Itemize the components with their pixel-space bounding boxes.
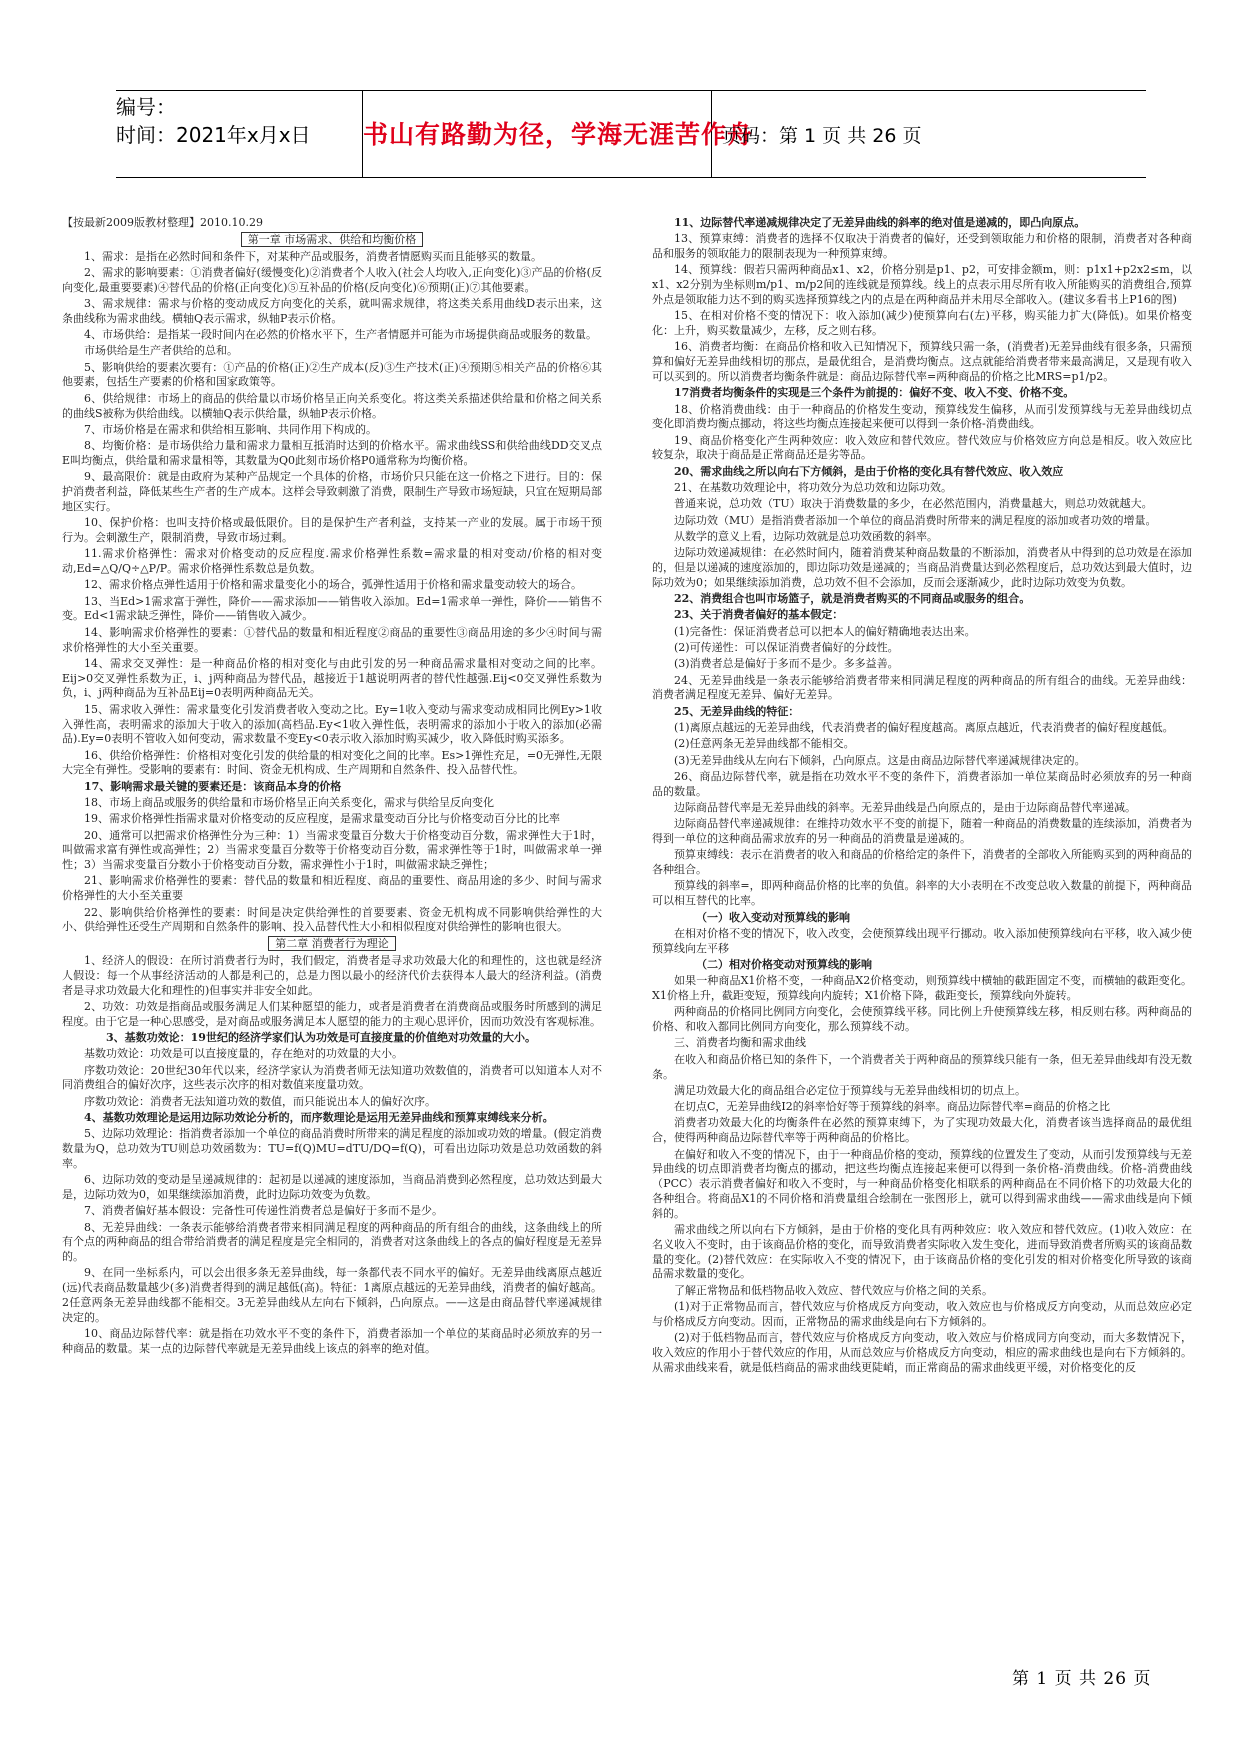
paragraph: (1)离原点越远的无差异曲线，代表消费者的偏好程度越高。离原点越近，代表消费者的偏好程度越低。 (674, 721, 1174, 734)
paragraph: 15、需求收入弹性：需求量变化引发消费者收入变动之比。Ey=1收入变动与需求变动成相同比例Ey>1收入弹性高，表明需求的添加大于收入的添加(高档品.Ey<1收入弹性低，表明需求的添加小于收入的添加(必需品).Ey=0表明不管收入如何变动，需求数量不变Ey<0表示收入添加时购买减少，收入降低时购买添多。 (62, 702, 602, 746)
paragraph: 10、商品边际替代率：就是指在功效水平不变的条件下，消费者添加一个单位的某商品时必须放弃的另一种商品的数量。某一点的边际替代率就是无差异曲线上该点的斜率的绝对值。 (62, 1327, 602, 1355)
paragraph: （二）相对价格变动对预算线的影响 (696, 957, 872, 971)
paragraph: 14、需求交叉弹性：是一种商品价格的相对变化与由此引发的另一种商品需求量相对变动之间的比率。Eij>0交叉弹性系数为正，i、j两种商品为替代品，越接近于1越说明两者的替代性越强.Eij<0交叉弹性系数为负，i、j两种商品为互补品Eij=0表明两种商品无关。 (62, 656, 602, 700)
paragraph: 14、预算线：假若只需两种商品x1、x2，价格分别是p1、p2，可安排金额m，则：p1x1+p2x2≤m，以x1、x2分别为坐标则m/p1、m/p2间的连线就是预算线。线上的点表示用尽所有收入所能购买的消费组合,预算外点是领取能力达不到的购买选择预算线之内的点是在两种商品并未用尽全部收入。(建议多看书上P16的图) (652, 263, 1192, 306)
chapter-heading (62, 937, 602, 952)
paragraph: 在切点C，无差异曲线I2的斜率恰好等于预算线的斜率。商品边际替代率=商品的价格之比 (674, 1100, 1110, 1114)
paragraph: 4、市场供给：是指某一段时间内在必然的价格水平下，生产者情愿并可能为市场提供商品或服务的数量。 (84, 328, 597, 342)
paragraph: 6、供给规律：市场上的商品的供给量以市场价格呈正向关系变化。将这类关系描述供给量和价格之间关系的曲线S被称为供给曲线。以横轴Q表示供给量，纵轴P表示价格。 (62, 391, 602, 420)
paragraph: 序数功效论：20世纪30年代以来，经济学家认为消费者师无法知道功效数值的，消费者可以知道本人对不同消费组合的偏好次序，这些表示次序的相对数值来度量功效。 (62, 1063, 602, 1092)
paragraph: 15、在相对价格不变的情况下：收入添加(减少)使预算向右(左)平移，购买能力扩大(降低)。如果价格变化：上升，购买数量减少，左移，反之则右移。 (652, 309, 1192, 338)
paragraph: 22、影响供给价格弹性的要素：时间是决定供给弹性的首要要素、资金无机构成不同影响供给弹性的大小、供给弹性还受生产周期和自然条件的影响、投入品替代性大小和相似程度对供给弹性的影响也很大。 (62, 905, 602, 934)
paragraph: 从数学的意义上看，边际功效就是总功效函数的斜率。 (674, 529, 938, 543)
paragraph: 【按最新2009版教材整理】2010.10.29 (62, 216, 263, 229)
paragraph: (3)消费者总是偏好于多而不是少。多多益善。 (674, 657, 899, 671)
paragraph: 边际功效递减规律：在必然时间内，随着消费某种商品数量的不断添加，消费者从中得到的总功效是在添加的，但是以递减的速度添加的，即边际功效是递减的；当商品消费量达到必然程度后，总功效达到最大值时，边际功效为0；如果继续添加消费，总功效不但不会添加，反而会逐渐减少，此时边际功效变为负数。 (652, 546, 1192, 589)
right-text-column (652, 216, 1192, 1616)
header-motto: 书山有路勤为径，学海无涯苦作舟 (363, 120, 754, 149)
paragraph: 5、边际功效理论：指消费者添加一个单位的商品消费时所带来的满足程度的添加或功效的增量。(假定消费数量为Q，总功效为TU则总功效函数为：TU=f(Q)MU=dTU/DQ=f(Q)，可看出边际功效是总功效函数的斜率。 (62, 1127, 602, 1170)
paragraph: 边际功效（MU）是指消费者添加一个单位的商品消费时所带来的满足程度的添加或者功效的增量。 (674, 513, 1157, 527)
paragraph: (2)对于低档物品而言，替代效应与价格成反方向变动，收入效应与价格成同方向变动，而大多数情况下，收入效应的作用小于替代效应的作用，从而总效应与价格成反方向变动，相应的需求曲线也是向右下方倾斜的。从需求曲线来看，就是低档商品的需求曲线更陡峭，而正常商品的需求曲线更平缓，对价格变化的反 (652, 1331, 1192, 1374)
paragraph: 预算束缚线：表示在消费者的收入和商品的价格给定的条件下，消费者的全部收入所能购买到的两种商品的各种组合。 (652, 848, 1192, 877)
paragraph: 20、需求曲线之所以向右下方倾斜，是由于价格的变化具有替代效应、收入效应 (674, 464, 1064, 478)
paragraph: 11.需求价格弹性：需求对价格变动的反应程度.需求价格弹性系数=需求量的相对变动/价格的相对变动,Ed=△Q/Q÷△P/P。需求价格弹性系数总是负数。 (62, 547, 602, 576)
paragraph: 1、需求：是指在必然时间和条件下，对某种产品或服务，消费者情愿购买而且能够买的数量。 (84, 249, 542, 263)
paragraph: 17消费者均衡条件的实现是三个条件为前提的：偏好不变、收入不变、价格不变。 (674, 386, 1075, 400)
paragraph: (1)对于正常物品而言，替代效应与价格成反方向变动，收入效应也与价格成反方向变动，从而总效应必定与价格成反方向变动。因而，正常物品的需求曲线是向右下方倾斜的。 (652, 1299, 1192, 1328)
paragraph: 25、无差异曲线的特征： (674, 704, 800, 718)
paragraph: 边际商品替代率递减规律：在维持功效水平不变的前提下，随着一种商品的消费数量的连续添加，消费者为得到一单位的这种商品需求放弃的另一种商品的消费量是递减的。 (652, 817, 1192, 846)
paragraph: 8、无差异曲线：一条表示能够给消费者带来相同满足程度的两种商品的所有组合的曲线，这条曲线上的所有个点的两种商品的组合带给消费者的满足程度是完全相同的，消费者对这条曲线上的各点的偏好程度是无差异的。 (62, 1220, 602, 1264)
header-motto-box (362, 91, 754, 177)
paragraph: 16、供给价格弹性：价格相对变化引发的供给量的相对变化之间的比率。Es>1弹性充足，=0无弹性,无限大完全有弹性。受影响的要素有：时间、资金无机构成、生产周期和自然条件、投入品替代性。 (62, 748, 602, 777)
chapter-heading (62, 233, 602, 248)
paragraph: 1、经济人的假设：在所讨消费者行为时，我们假定，消费者是寻求功效最大化的和理性的，这也就是经济人假设：每一个从事经济活动的人都是利己的，总是力图以最小的经济代价去获得本人最大的经济利益。(消费者是寻求功效最大化和理性的)但事实并非安全如此。 (62, 953, 602, 997)
paragraph: 满足功效最大化的商品组合必定位于预算线与无差异曲线相切的切点上。 (674, 1083, 1026, 1097)
paragraph: 消费者功效最大化的均衡条件在必然的预算束缚下，为了实现功效最大化，消费者该当选择商品的最优组合，使得两种商品边际替代率等于两种商品的价格比。 (652, 1116, 1192, 1145)
paragraph: 普通来说，总功效（TU）取决于消费数量的多少，在必然范围内，消费量越大，则总功效就越大。 (674, 497, 1153, 511)
left-text-column (62, 216, 602, 1616)
paragraph: 20、通常可以把需求价格弹性分为三种：1）当需求变量百分数大于价格变动百分数，需求弹性大于1时，叫做需求富有弹性或高弹性；2）当需求变量百分数等于价格变动百分数，需求弹性等于1时，叫做需求单一弹性；3）当需求变量百分数小于价格变动百分数，需求弹性小于1时，叫做需求缺乏弹性； (62, 828, 602, 872)
paragraph: (1)完备性：保证消费者总可以把本人的偏好精确地表达出来。 (674, 624, 976, 638)
header-meta (116, 91, 362, 179)
document-number-label: 编号： (116, 95, 176, 119)
paragraph: 21、在基数功效理论中，将功效分为总功效和边际功效。 (674, 481, 952, 495)
paragraph: 18、价格消费曲线：由于一种商品的价格发生变动，预算线发生偏移，从而引发预算线与无差异曲线切点变化即消费均衡点挪动，将这些均衡点连接起来便可以得到一条价格-消费曲线。 (652, 402, 1192, 431)
paragraph: 23、关于消费者偏好的基本假定： (674, 608, 844, 622)
paragraph: 18、市场上商品或服务的供给量和市场价格呈正向关系变化，需求与供给呈反向变化 (84, 795, 494, 809)
paragraph: 19、需求价格弹性指需求量对价格变动的反应程度，是需求量变动百分比与价格变动百分比的比率 (84, 812, 560, 826)
paragraph: 9、在同一坐标系内，可以会出很多条无差异曲线，每一条都代表不同水平的偏好。无差异曲线离原点越近(远)代表商品数量越少(多)消费者得到的满足越低(高)。特征：1离原点越远的无差异曲线，消费者的偏好越高。2任意两条无差异曲线都不能相交。3无差异曲线从左向右下倾斜，凸向原点。——这是由商品替代率递减规律决定的。 (62, 1266, 602, 1324)
paragraph: 9、最高限价：就是由政府为某种产品规定一个具体的价格，市场价只只能在这一价格之下进行。目的：保护消费者利益，降低某些生产者的生产成本。这样会导致刺激了消费，限制生产导致市场短缺，只宜在短期局部地区实行。 (62, 470, 602, 513)
page-header (116, 90, 1146, 178)
paragraph: 两种商品的价格同比例同方向变化，会使预算线平移。同比例上升使预算线左移，相反则右移。两种商品的价格、和收入都同比例同方向变化，那么预算线不动。 (652, 1005, 1192, 1034)
paragraph: 在偏好和收入不变的情况下，由于一种商品价格的变动，预算线的位置发生了变动，从而引发预算线与无差异曲线的切点即消费者均衡点的挪动，把这些均衡点连接起来便可以得到一条价格-消费曲线。价格-消费曲线（PCC）表示消费者偏好和收入不变时，与一种商品价格变化相联系的两种商品在不同价格下的功效最大化的各种组合。将商品X1的不同价格和消费量组合绘制在一张图形上，就可以得到需求曲线——需求曲线是向下倾斜的。 (652, 1147, 1192, 1220)
paragraph: 21、影响需求价格弹性的要素：替代品的数量和相近程度、商品的重要性、商品用途的多少、时间与需求价格弹性的大小至关重要 (62, 874, 602, 903)
page-footer: 第 1 页 共 26 页 (1012, 1669, 1152, 1689)
paragraph: 24、无差异曲线是一条表示能够给消费者带来相同满足程度的两种商品的所有组合的曲线。无差异曲线：消费者满足程度无差异、偏好无差异。 (652, 673, 1192, 702)
paragraph: 市场供给是生产者供给的总和。 (84, 344, 238, 358)
paragraph: (2)任意两条无差异曲线都不能相交。 (674, 737, 855, 751)
paragraph: 边际商品替代率是无差异曲线的斜率。无差异曲线是凸向原点的，是由于边际商品替代率递减。 (674, 800, 1136, 814)
paragraph: 3、需求规律：需求与价格的变动成反方向变化的关系，就叫需求规律，将这类关系用曲线D表示出来，这条曲线称为需求曲线。横轴Q表示需求，纵轴P表示价格。 (62, 296, 602, 325)
paragraph: (3)无差异曲线从左向右下倾斜，凸向原点。这是由商品边际替代率递减规律决定的。 (674, 753, 1086, 767)
chapter-heading-text: 第二章 消费者行为理论 (268, 936, 396, 951)
paragraph: 如果一种商品X1价格不变，一种商品X2价格变动，则预算线中横轴的截距固定不变，而横轴的截距变化。X1价格上升，截距变短，预算线向内旋转；X1价格下降，截距变长，预算线向外旋转。 (652, 974, 1192, 1003)
paragraph: 8、均衡价格：是市场供给力量和需求力量相互抵消时达到的价格水平。需求曲线SS和供给曲线DD交叉点E叫均衡点，供给量和需求量相等，其数量为Q0此刻市场价格P0通常称为均衡价格。 (62, 439, 602, 467)
paragraph: 4、基数功效理论是运用边际功效论分析的，而序数理论是运用无差异曲线和预算束缚线来分析。 (84, 1110, 554, 1124)
paragraph: 16、消费者均衡：在商品价格和收入已知情况下，预算线只需一条，(消费者)无差异曲线有很多条，只需预算和偏好无差异曲线相切的那点，是最优组合，是消费均衡点。这点就能给消费者带来最高满足，又是现有收入可以买到的。所以消费者均衡条件就是：商品边际替代率=两种商品的价格之比MRS=p1/p2。 (652, 340, 1192, 383)
header-page-info: 页码：第 1 页 共 26 页 (722, 125, 922, 147)
paragraph: 3、基数功效论：19世纪的经济学家们认为功效是可直接度量的价值绝对功效量的大小。 (106, 1030, 536, 1044)
document-date-label: 时间：2021年x月x日 (116, 123, 311, 147)
paragraph: 13、预算束缚：消费者的选择不仅取决于消费者的偏好，还受到领取能力和价格的限制，消费者对各种商品和服务的领取能力的限制表现为一种预算束缚。 (652, 232, 1192, 261)
paragraph: 7、市场价格是在需求和供给相互影响、共同作用下构成的。 (84, 422, 377, 436)
paragraph: 13、当Ed>1需求富于弹性，降价——需求添加——销售收入添加。Ed=1需求单一弹性，降价——销售不变。Ed<1需求缺乏弹性，降价——销售收入减少。 (62, 594, 602, 623)
paragraph: 12、需求价格点弹性适用于价格和需求量变化小的场合，弧弹性适用于价格和需求量变动较大的场合。 (84, 578, 582, 592)
paragraph: 序数功效论：消费者无法知道功效的数值，而只能说出本人的偏好次序。 (84, 1094, 436, 1108)
paragraph: （一）收入变动对预算线的影响 (696, 910, 850, 924)
paragraph: 17、影响需求最关键的要素还是：该商品本身的价格 (84, 779, 342, 793)
paragraph: (2)可传递性：可以保证消费者偏好的分歧性。 (674, 641, 899, 655)
paragraph: 22、消费组合也叫市场篮子，就是消费者购买的不同商品或服务的组合。 (674, 592, 1031, 606)
paragraph: 预算线的斜率=，即两种商品价格的比率的负值。斜率的大小表明在不改变总收入数量的前提下，两种商品可以相互替代的比率。 (652, 879, 1192, 908)
paragraph: 11、边际替代率递减规律决定了无差异曲线的斜率的绝对值是递减的，即凸向原点。 (674, 216, 1086, 229)
paragraph: 需求曲线之所以向右下方倾斜，是由于价格的变化具有两种效应：收入效应和替代效应。(1)收入效应：在名义收入不变时，由于该商品价格的变化，而导致消费者实际收入发生变化，进而导致消费者所购买的该商品数量的变化。(2)替代效应：在实际收入不变的情况下，由于该商品价格的变化引发的相对价格变化所导致的该商品需求数量的变化。 (652, 1223, 1192, 1281)
paragraph: 26、商品边际替代率，就是指在功效水平不变的条件下，消费者添加一单位某商品时必须放弃的另一种商品的数量。 (652, 769, 1192, 798)
paragraph: 在相对价格不变的情况下，收入改变，会使预算线出现平行挪动。收入添加使预算线向右平移，收入减少使预算线向左平移 (652, 926, 1192, 955)
paragraph: 三、消费者均衡和需求曲线 (674, 1036, 806, 1050)
paragraph: 基数功效论：功效是可以直接度量的，存在绝对的功效量的大小。 (84, 1047, 403, 1061)
paragraph: 5、影响供给的要素次要有：①产品的价格(正)②生产成本(反)③生产技术(正)④预期⑤相关产品的价格⑥其他要素，包括生产要素的价格和国家政策等。 (62, 360, 602, 389)
paragraph: 2、功效：功效是指商品或服务满足人们某种愿望的能力，或者是消费者在消费商品或服务时所感到的满足程度。由于它是一种心思感受，是对商品或服务满足本人愿望的能力的主观心思评价，因而功效没有客观标准。 (62, 999, 602, 1028)
paragraph: 了解正常物品和低档物品收入效应、替代效应与价格之间的关系。 (674, 1283, 993, 1297)
paragraph: 10、保护价格：也叫支持价格或最低限价。目的是保护生产者利益，支持某一产业的发展。属于市场干预行为。会刺激生产，限制消费，导致市场过剩。 (62, 516, 602, 544)
paragraph: 6、边际功效的变动是呈递减规律的：起初是以递减的速度添加，当商品消费到必然程度，总功效达到最大是，边际功效为0，如果继续添加消费，此时边际功效变为负数。 (62, 1173, 602, 1201)
paragraph: 19、商品价格变化产生两种效应：收入效应和替代效应。替代效应与价格效应方向总是相反。收入效应比较复杂，取决于商品是正常商品还是劣等品。 (652, 433, 1192, 462)
paragraph: 2、需求的影响要素：①消费者偏好(缓慢变化)②消费者个人收入(社会人均收入,正向变化)③产品的价格(反向变化,最重要要素)④替代品的价格(正向变化)⑤互补品的价格(反向变化)⑥预期(正)⑦其他要素。 (62, 265, 602, 294)
paragraph: 7、消费者偏好基本假设：完备性可传递性消费者总是偏好于多而不是少。 (84, 1204, 443, 1218)
paragraph: 在收入和商品价格已知的条件下，一个消费者关于两种商品的预算线只能有一条，但无差异曲线却有没无数条。 (652, 1052, 1192, 1081)
paragraph: 14、影响需求价格弹性的要素：①替代品的数量和相近程度②商品的重要性③商品用途的多少④时间与需求价格弹性的大小至关重要。 (62, 625, 602, 654)
chapter-heading-text: 第一章 市场需求、供给和均衡价格 (241, 232, 424, 247)
